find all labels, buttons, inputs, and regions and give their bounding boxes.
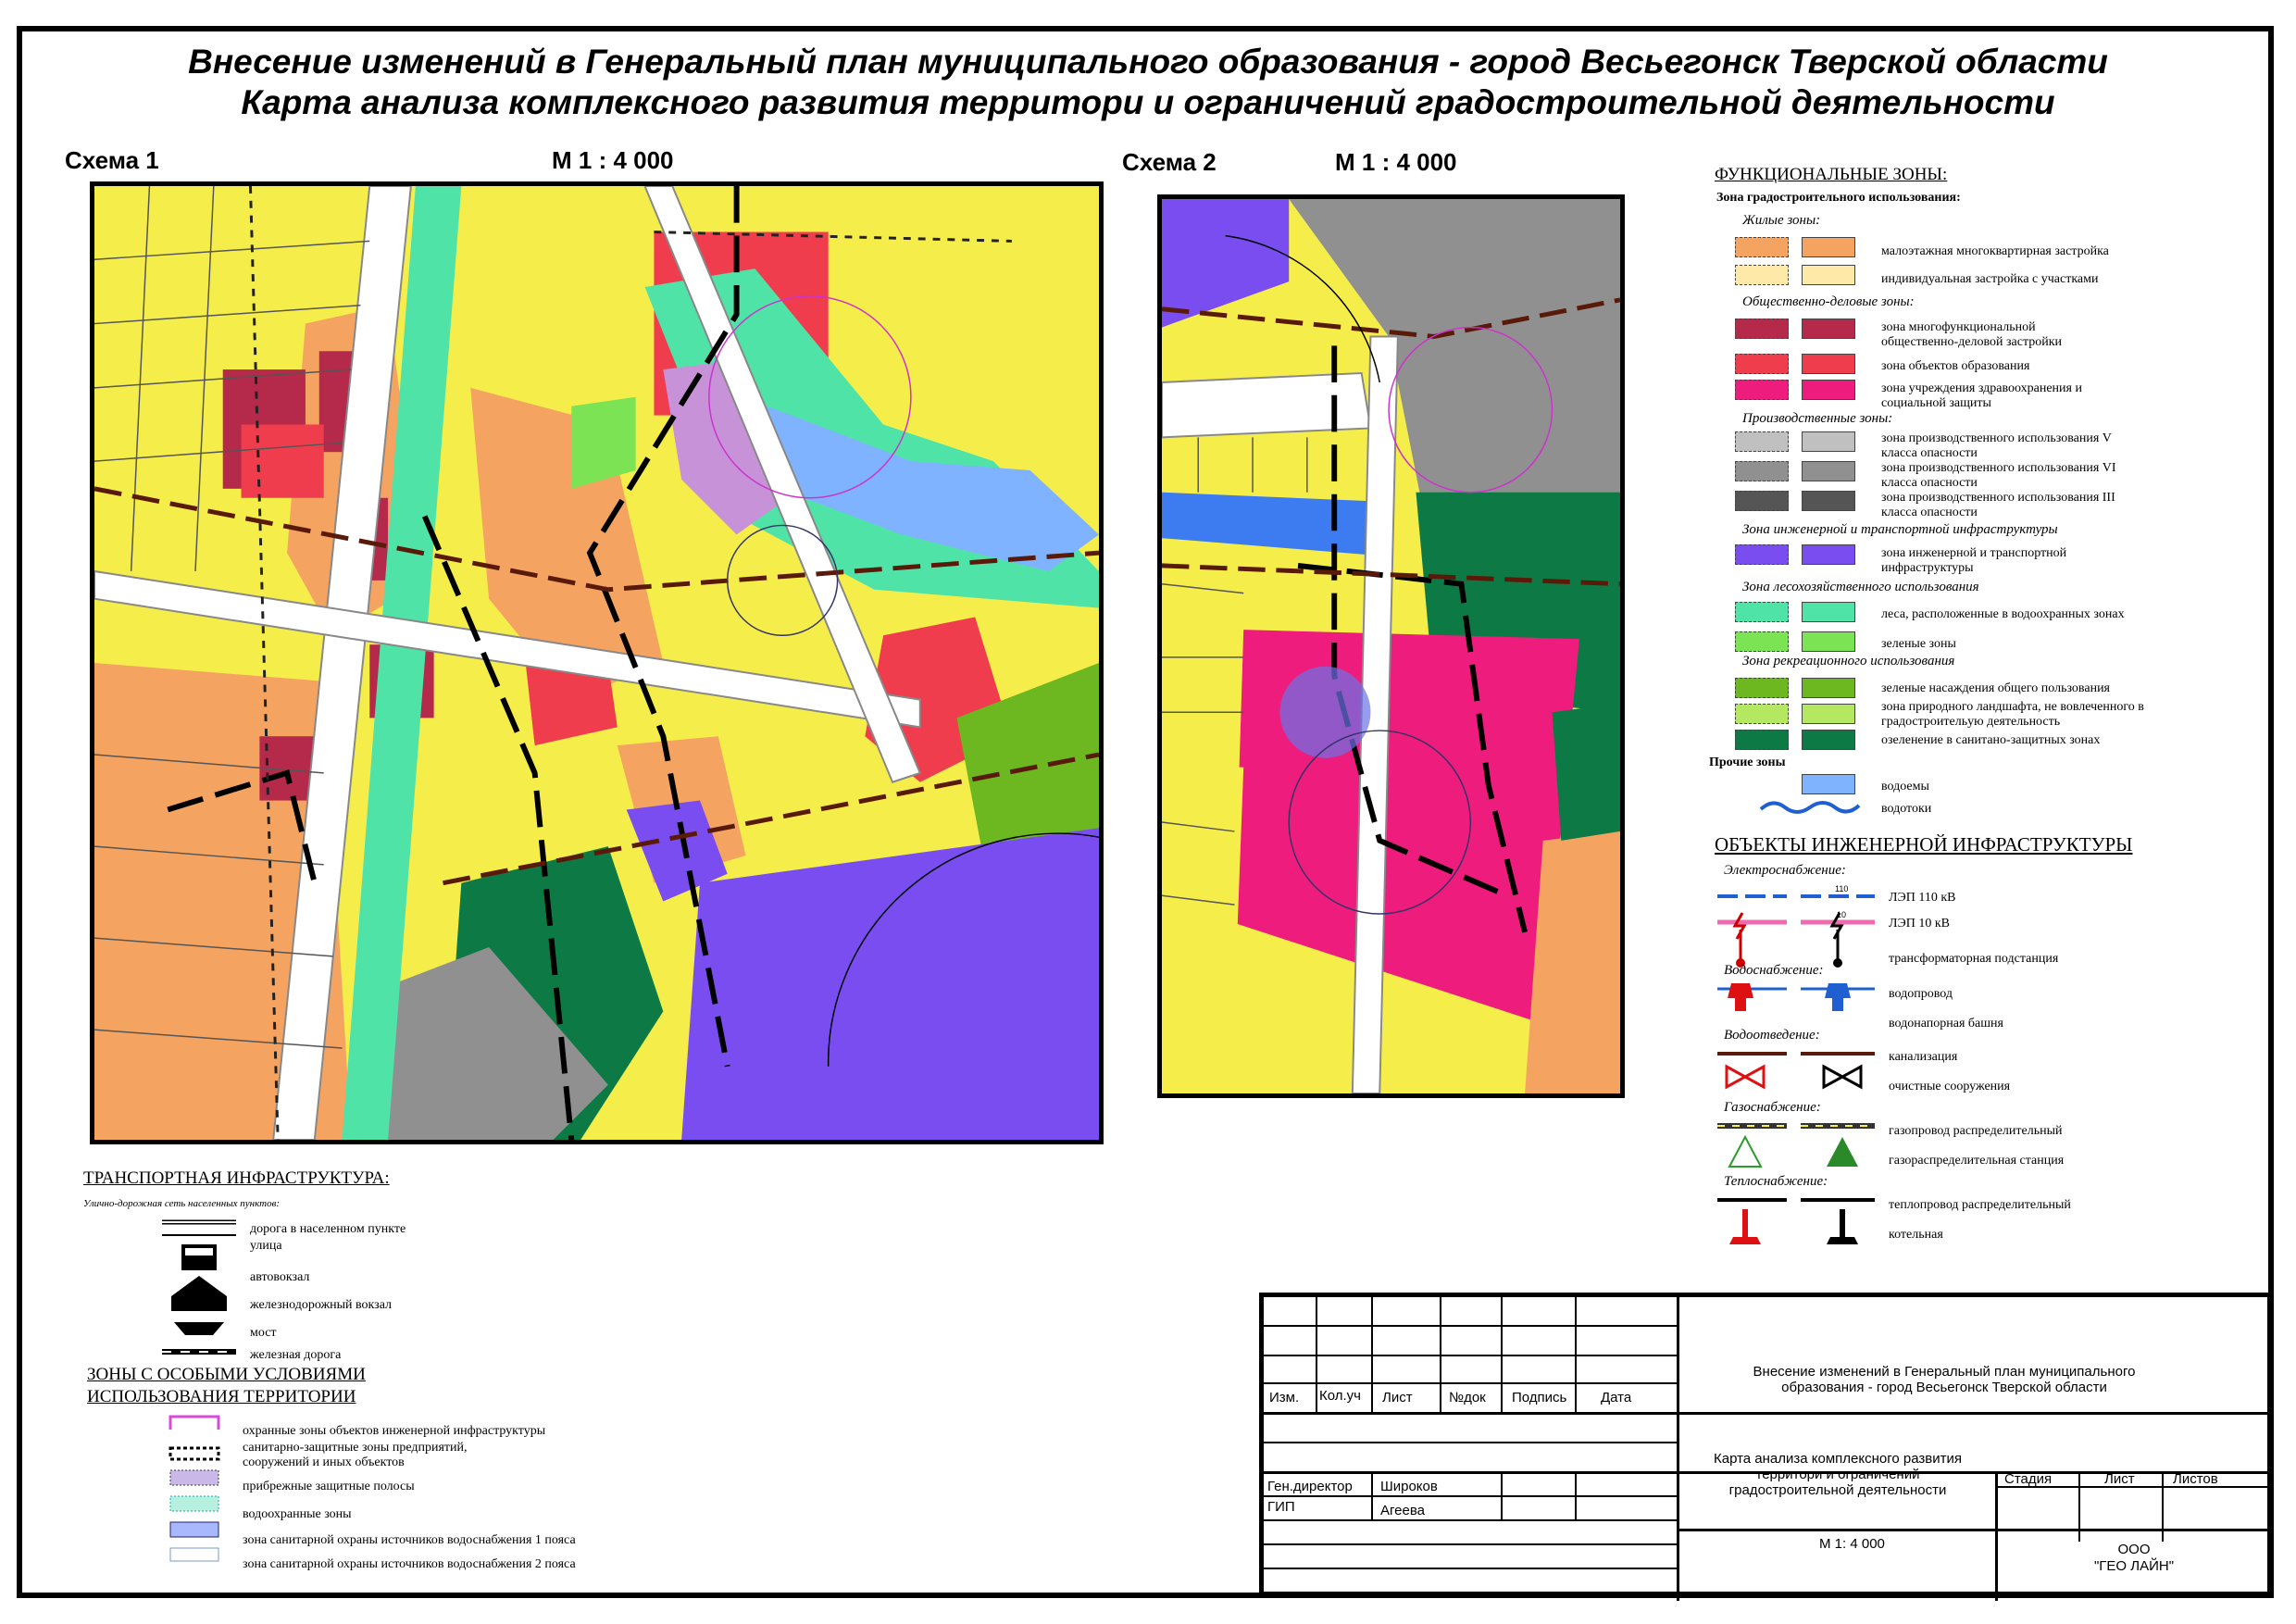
legend-sanitary-zones: санитарно-защитные зоны предприятий, сооружений и иных объектов (243, 1441, 468, 1469)
functional-zones-heading: ФУНКЦИОНАЛЬНЫЕ ЗОНЫ: (1715, 165, 1948, 184)
swatch-public-green (1735, 678, 1789, 698)
swatch-health-b (1802, 380, 1855, 400)
legend-bridge: мост (250, 1326, 277, 1340)
power-group: Электроснабжение: (1724, 863, 1846, 878)
legend-water-protection: водоохранные зоны (243, 1507, 352, 1521)
recreation-group: Зона рекреационного использования (1742, 654, 1955, 668)
heat-group: Теплоснабжение: (1724, 1174, 1828, 1189)
forestry-group: Зона лесохозяйственного использования (1742, 580, 1979, 594)
swatch-health (1735, 380, 1789, 400)
legend-sanitary-2: зона санитарной охраны источников водоснабжения 2 пояса (243, 1557, 576, 1571)
business-group: Общественно-деловые зоны: (1742, 294, 1915, 309)
swatch-landscape (1735, 704, 1789, 724)
legend-bus-station: автовокзал (250, 1270, 310, 1284)
swatch-low-rise-b (1802, 237, 1855, 257)
residential-group: Жилые зоны: (1742, 213, 1821, 228)
swatch-individual-b (1802, 265, 1855, 285)
swatch-public-green-b (1802, 678, 1855, 698)
legend-rail-station: железнодорожный вокзал (250, 1298, 393, 1312)
legend-business: зона многофункциональной общественно-деловой застройки (1881, 320, 2063, 349)
special-zones-heading-2: ИСПОЛЬЗОВАНИЯ ТЕРРИТОРИИ (87, 1387, 356, 1406)
legend-road: дорога в населенном пункте (250, 1222, 406, 1236)
legend-infrastructure: зона инженерной и транспортной инфраструктуры (1881, 546, 2067, 575)
legend-forest-water: леса, расположенные в водоохранных зонах (1881, 607, 2125, 621)
legend-sanitary-1: зона санитарной охраны источников водоснабжения 1 пояса (243, 1533, 576, 1547)
stamp-org-2: "ГЕО ЛАЙН" (2093, 1558, 2175, 1574)
swatch-business-b (1802, 319, 1855, 339)
legend-green-zones: зеленые зоны (1881, 637, 1956, 651)
swatch-business (1735, 319, 1789, 339)
power-110-mark: 110 (1835, 885, 1849, 893)
legend-public-green: зеленые насаждения общего пользования (1881, 681, 2110, 695)
legend-protective-zones: охранные зоны объектов инженерной инфраструктуры (243, 1424, 546, 1438)
industrial-group: Производственные зоны: (1742, 411, 1893, 426)
swatch-industrial-vi (1735, 461, 1789, 481)
transport-heading: ТРАНСПОРТНАЯ ИНФРАСТРУКТУРА: (83, 1168, 390, 1188)
swatch-industrial-v-b (1802, 431, 1855, 452)
stamp-col-sheets: Листов (2173, 1471, 2218, 1487)
legend-coastal-strips: прибрежные защитные полосы (243, 1480, 415, 1493)
scheme2-label: Схема 2 (1122, 148, 1217, 176)
legend-landscape: зона природного ландшафта, не вовлеченного в градостроительую деятельность (1881, 700, 2144, 729)
stamp-name-2: Агеева (1380, 1503, 1425, 1518)
legend-railway: железная дорога (250, 1348, 342, 1362)
sewer-group: Водоотведение: (1724, 1028, 1820, 1043)
stamp-role-2: ГИП (1267, 1499, 1295, 1515)
legend-heat-pipe: теплопровод распределительный (1889, 1198, 2071, 1212)
swatch-industrial-vi-b (1802, 461, 1855, 481)
legend-water: водоемы (1881, 780, 1929, 793)
swatch-education (1735, 354, 1789, 374)
power-110-line-icon (1717, 885, 1875, 896)
gas-icon (1713, 1118, 1879, 1170)
legend-sanitary-green: озеленение в санитано-защитных зонах (1881, 733, 2101, 747)
other-group: Прочие зоны (1709, 756, 1786, 769)
scheme1-map-canvas (94, 186, 1099, 1140)
stamp-col-signature: Подпись (1512, 1390, 1567, 1405)
swatch-industrial-iii (1735, 491, 1789, 511)
scheme2-scale: М 1 : 4 000 (1335, 148, 1457, 176)
title-block (1259, 1293, 2272, 1596)
legend-transformer: трансформаторная подстанция (1889, 952, 2059, 966)
swatch-infrastructure-b (1802, 544, 1855, 565)
swatch-individual (1735, 265, 1789, 285)
legend-industrial-v: зона производственного использования V класса опасности (1881, 431, 2112, 460)
functional-zones-subheading: Зона градостроительного использования: (1716, 191, 1961, 205)
title-line-1: Внесение изменений в Генеральный план муниципального образования - город Весьегонск Тверской области (188, 43, 2108, 81)
stamp-col-kolych: Кол.уч (1319, 1388, 1361, 1404)
water-tower-icon (1713, 980, 1879, 1017)
stamp-scale: М 1: 4 000 (1819, 1536, 1885, 1552)
legend-power-10: ЛЭП 10 кВ (1889, 917, 1950, 931)
stamp-role-1: Ген.директор (1267, 1479, 1353, 1494)
legend-sewer: канализация (1889, 1050, 1958, 1064)
stamp-col-stage: Стадия (2004, 1471, 2053, 1487)
stamp-col-sheet: Лист (2104, 1471, 2135, 1487)
power-10-mark: 10 (1837, 910, 1847, 919)
scheme1-map[interactable] (90, 181, 1104, 1144)
stamp-sheet-title: Карта анализа комплексного развития территори и ограничений градостроительной деятельности (1713, 1451, 1962, 1498)
watercourse-icon (1759, 798, 1861, 817)
swatch-industrial-iii-b (1802, 491, 1855, 511)
swatch-industrial-v (1735, 431, 1789, 452)
legend-treatment: очистные сооружения (1889, 1080, 2011, 1093)
legend-street: улица (250, 1239, 282, 1253)
swatch-water (1802, 774, 1855, 794)
stamp-name-1: Широков (1380, 1479, 1438, 1494)
title-line-2: Карта анализа комплексного развития территори и ограничений градостроительной деятельности (241, 83, 2055, 121)
legend-health: зона учреждения здравоохранения и социальной защиты (1881, 381, 2082, 410)
stamp-col-date: Дата (1601, 1390, 1632, 1405)
infrastructure-group: Зона инженерной и транспортной инфраструктуры (1742, 522, 2058, 537)
stamp-project: Внесение изменений в Генеральный план муниципального образования - город Весьегонск Тверской области (1753, 1364, 2136, 1395)
legend-education: зона объектов образования (1881, 359, 2030, 373)
legend-power-110: ЛЭП 110 кВ (1889, 891, 1956, 905)
swatch-sanitary-green (1735, 730, 1789, 750)
swatch-landscape-b (1802, 704, 1855, 724)
scheme1-scale: М 1 : 4 000 (552, 146, 674, 174)
stamp-col-ndok: №док (1449, 1390, 1486, 1405)
special-zones-swatches (167, 1413, 222, 1570)
legend-water-pipe: водопровод (1889, 987, 1953, 1001)
legend-watercourse: водотоки (1881, 802, 1932, 816)
legend-low-rise: малоэтажная многоквартирная застройка (1881, 244, 2109, 258)
swatch-low-rise (1735, 237, 1789, 257)
swatch-green-zones-b (1802, 631, 1855, 652)
engineering-heading: ОБЪЕКТЫ ИНЖЕНЕРНОЙ ИНФРАСТРУКТУРЫ (1715, 833, 2133, 856)
water-group: Водоснабжение: (1724, 963, 1824, 978)
boiler-icon (1713, 1193, 1879, 1248)
legend-water-tower: водонапорная башня (1889, 1017, 2003, 1031)
legend-individual: индивидуальная застройка с участками (1881, 272, 2099, 286)
special-zones-heading-1: ЗОНЫ С ОСОБЫМИ УСЛОВИЯМИ (87, 1365, 366, 1384)
gas-group: Газоснабжение: (1724, 1100, 1821, 1115)
stamp-col-list: Лист (1382, 1390, 1413, 1405)
legend-gas-pipe: газопровод распределительный (1889, 1124, 2063, 1138)
swatch-forest-water-b (1802, 602, 1855, 622)
swatch-sanitary-green-b (1802, 730, 1855, 750)
swatch-education-b (1802, 354, 1855, 374)
swatch-forest-water (1735, 602, 1789, 622)
transport-subheading: Улично-дорожная сеть населенных пунктов: (83, 1198, 281, 1209)
stamp-col-izm: Изм. (1269, 1390, 1300, 1405)
sewer-icon (1713, 1046, 1879, 1093)
swatch-infrastructure (1735, 544, 1789, 565)
transport-icons (157, 1215, 241, 1363)
swatch-green-zones (1735, 631, 1789, 652)
legend-boiler: котельная (1889, 1228, 1943, 1242)
scheme2-map[interactable] (1157, 194, 1625, 1098)
legend-industrial-iii: зона производственного использования III класса опасности (1881, 491, 2115, 519)
legend-industrial-vi: зона производственного использования VI класса опасности (1881, 461, 2116, 490)
legend-gas-station: газораспределительная станция (1889, 1154, 2065, 1168)
stamp-org-1: ООО (2117, 1542, 2151, 1557)
scheme2-map-canvas (1162, 199, 1620, 1093)
scheme1-label: Схема 1 (65, 146, 159, 174)
